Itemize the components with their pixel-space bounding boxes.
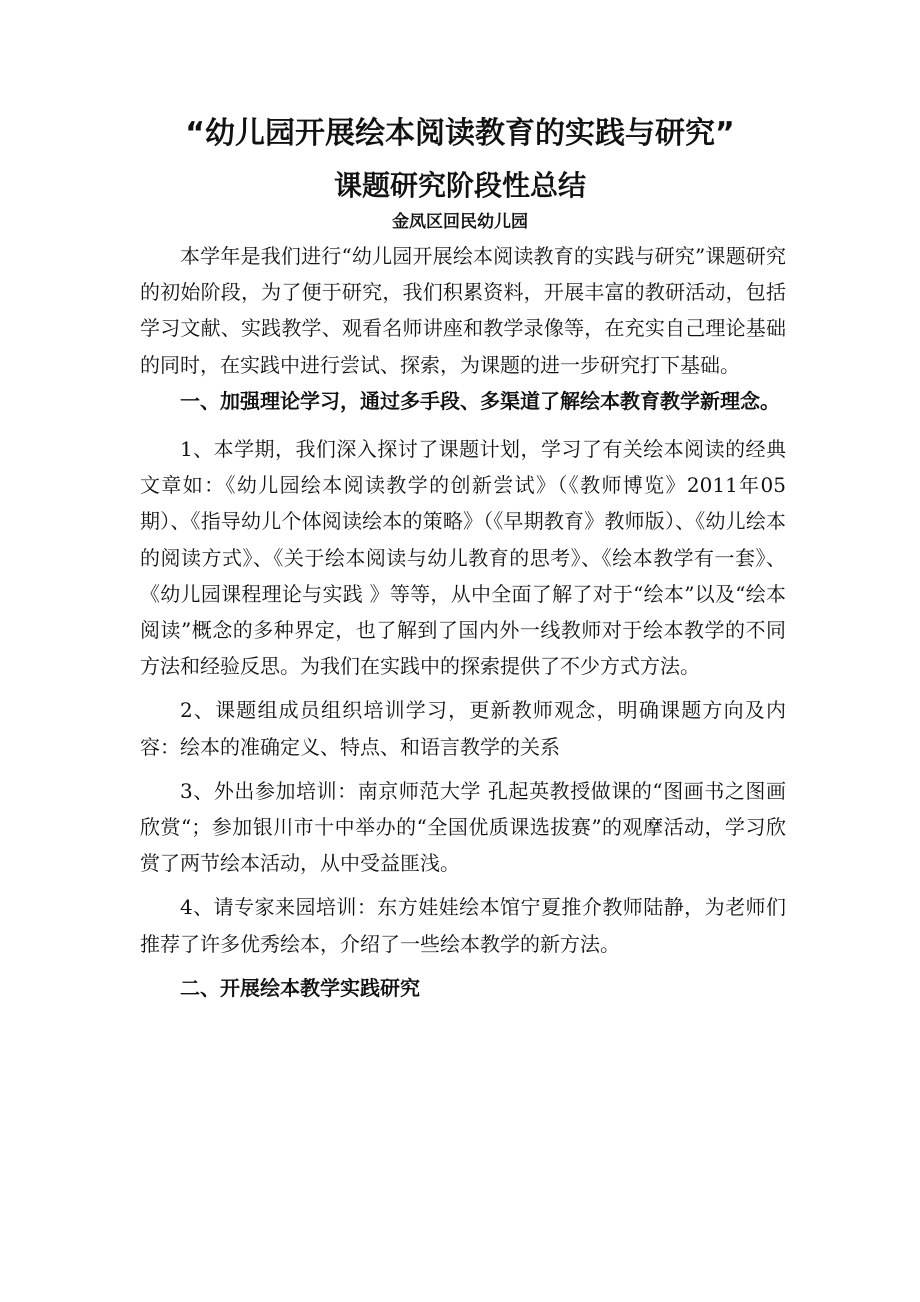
item-1-paragraph: 1、本学期，我们深入探讨了课题计划，学习了有关绘本阅读的经典文章如：《幼儿园绘本阅读教学的创新尝试》（《教师博览》2011年05期）、《指导幼儿个体阅读绘本的策略》（《早期教育》教师版）、《幼儿绘本的阅读方式》、《关于绘本阅读与幼儿教育的思考》、《绘本教学有一套》、《幼儿园课程理论与实践 》等等，从中全面了解了对于“绘本”以及“绘本阅读”概念的多种界定，也了解到了国内外一线教师对于绘本教学的不同方法和经验反思。为我们在实践中的探索提供了不少方式方法。 <box>140 437 786 679</box>
item-2-paragraph: 2、课题组成员组织培训学习，更新教师观念，明确课题方向及内容：绘本的准确定义、特点、和语言教学的关系 <box>140 698 786 759</box>
document-title: “幼儿园开展绘本阅读教育的实践与研究” <box>185 116 735 151</box>
section-2-heading: 二、开展绘本教学实践研究 <box>180 975 420 1000</box>
document-body <box>140 238 786 1006</box>
section-1-heading: 一、加强理论学习，通过多手段、多渠道了解绘本教育教学新理念。 <box>180 388 780 413</box>
intro-paragraph: 本学年是我们进行“幼儿园开展绘本阅读教育的实践与研究”课题研究的初始阶段，为了便于研究，我们积累资料，开展丰富的教研活动，包括学习文献、实践教学、观看名师讲座和教学录像等，在充实自己理论基础的同时，在实践中进行尝试、探索，为课题的进一步研究打下基础。 <box>140 244 786 377</box>
item-3-paragraph: 3、外出参加培训：南京师范大学 孔起英教授做课的“图画书之图画欣赏“；参加银川市十中举办的“全国优质课选拔赛”的观摩活动，学习欣赏了两节绘本活动，从中受益匪浅。 <box>140 778 786 876</box>
item-4-paragraph: 4、请专家来园培训：东方娃娃绘本馆宁夏推介教师陆静，为老师们推荐了许多优秀绘本，介绍了一些绘本教学的新方法。 <box>140 895 786 956</box>
organization-name: 金凤区回民幼儿园 <box>392 212 528 232</box>
document-subtitle: 课题研究阶段性总结 <box>333 169 586 202</box>
